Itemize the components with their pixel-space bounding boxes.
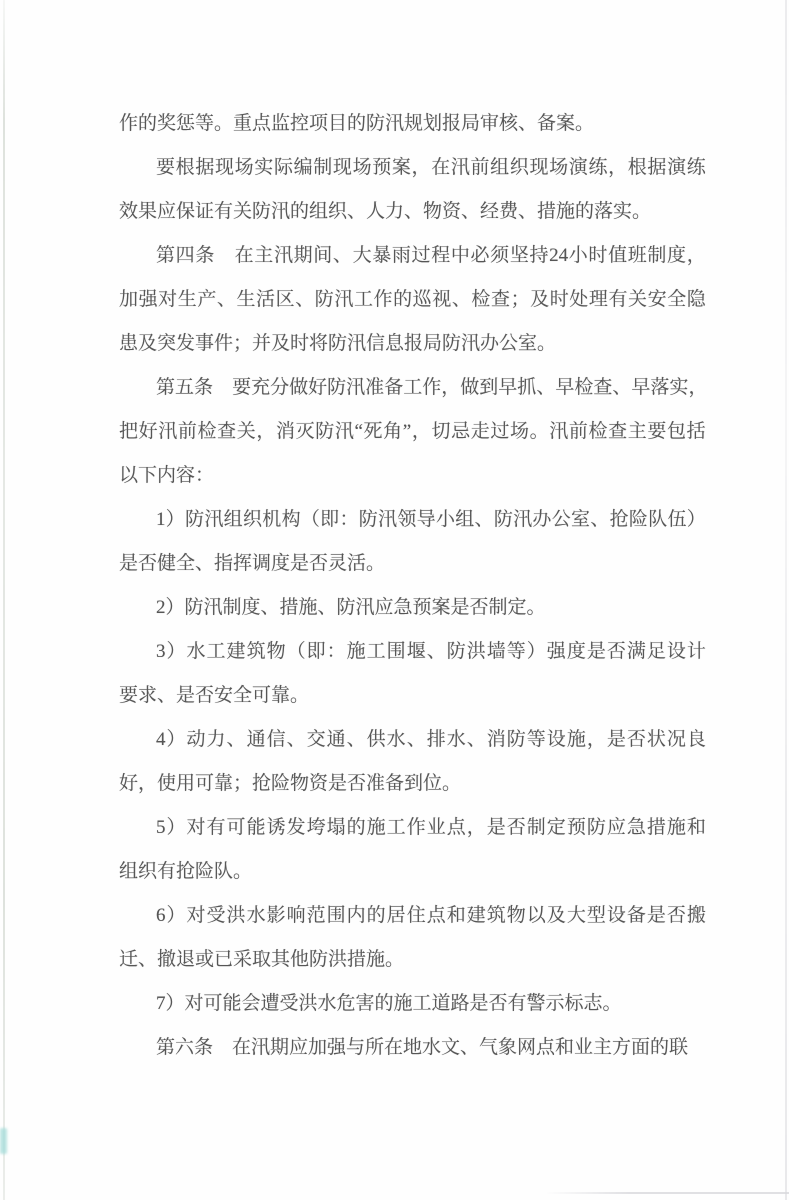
text-line: 6 ） 对 受 洪 水 影 响 范 围 内 的 居 住 点 和 建 筑 物 以 及 大 型 设 备 是 否 搬 <box>156 905 706 926</box>
text-line: 3 ） 水 工 建 筑 物 （ 即 ： 施 工 围 堰 、 防 洪 墙 等 ） 强 度 是 否 满 足 设 计 <box>156 641 706 662</box>
scan-edge-right <box>785 0 787 1200</box>
text-line: 加 强 对 生 产 、 生 活 区 、 防 汛 工 作 的 巡 视 、 检 查 ； 及 时 处 理 有 关 安 全 隐 <box>119 289 706 310</box>
text-line: 作的奖惩等。重点监控项目的防汛规划报局审核、备案。 <box>119 113 595 134</box>
text-line: 第 五 条 要 充 分 做 好 防 汛 准 备 工 作 ， 做 到 早 抓 、 早 检 查 、 早 落 实 ， <box>156 377 708 398</box>
text-line: 7）对可能会遭受洪水危害的施工道路是否有警示标志。 <box>156 993 622 1014</box>
text-line: 4 ） 动 力 、 通 信 、 交 通 、 供 水 、 排 水 、 消 防 等 设 施 ， 是 否 状 况 良 <box>156 729 706 750</box>
text-line: 第 四 条 在 主 汛 期 间 、 大 暴 雨 过 程 中 必 须 坚 持 24 小 时 值 班 制 度 ， <box>156 245 706 266</box>
teal-ink-smudge <box>0 1128 7 1154</box>
text-line: 第六条 在汛期应加强与所在地水文、气象网点和业主方面的联 <box>156 1037 689 1058</box>
text-line: 效果应保证有关防汛的组织、人力、物资、经费、措施的落实。 <box>119 201 652 222</box>
text-line: 是否健全、指挥调度是否灵活。 <box>119 553 386 574</box>
text-line: 组织有抢险队。 <box>119 861 253 882</box>
text-line: 迁、撤退或已采取其他防洪措施。 <box>119 949 405 970</box>
text-line: 2）防汛制度、措施、防汛应急预案是否制定。 <box>156 597 546 618</box>
text-line: 1 ） 防 汛 组 织 机 构 （ 即 ： 防 汛 领 导 小 组 、 防 汛 办 公 室 、 抢 险 队 伍 ） <box>156 509 706 530</box>
text-line: 要 根 据 现 场 实 际 编 制 现 场 预 案 ， 在 汛 前 组 织 现 场 演 练 ， 根 据 演 练 <box>156 157 706 178</box>
text-line: 5 ） 对 有 可 能 诱 发 垮 塌 的 施 工 作 业 点 ， 是 否 制 定 预 防 应 急 措 施 和 <box>156 817 706 838</box>
scan-bottom-rule <box>545 1192 789 1194</box>
page-text <box>119 102 706 1070</box>
text-line: 好，使用可靠；抢险物资是否准备到位。 <box>119 773 462 794</box>
text-line: 以下内容： <box>119 465 215 486</box>
text-line: 把 好 汛 前 检 查 关 ， 消 灭 防 汛 “ 死 角 ” ， 切 忌 走 过 场 。 汛 前 检 查 主 要 包 括 <box>119 421 706 442</box>
text-line: 患及突发事件；并及时将防汛信息报局防汛办公室。 <box>119 333 557 354</box>
scan-edge-left <box>3 0 5 1200</box>
text-line: 要求、是否安全可靠。 <box>119 685 310 706</box>
